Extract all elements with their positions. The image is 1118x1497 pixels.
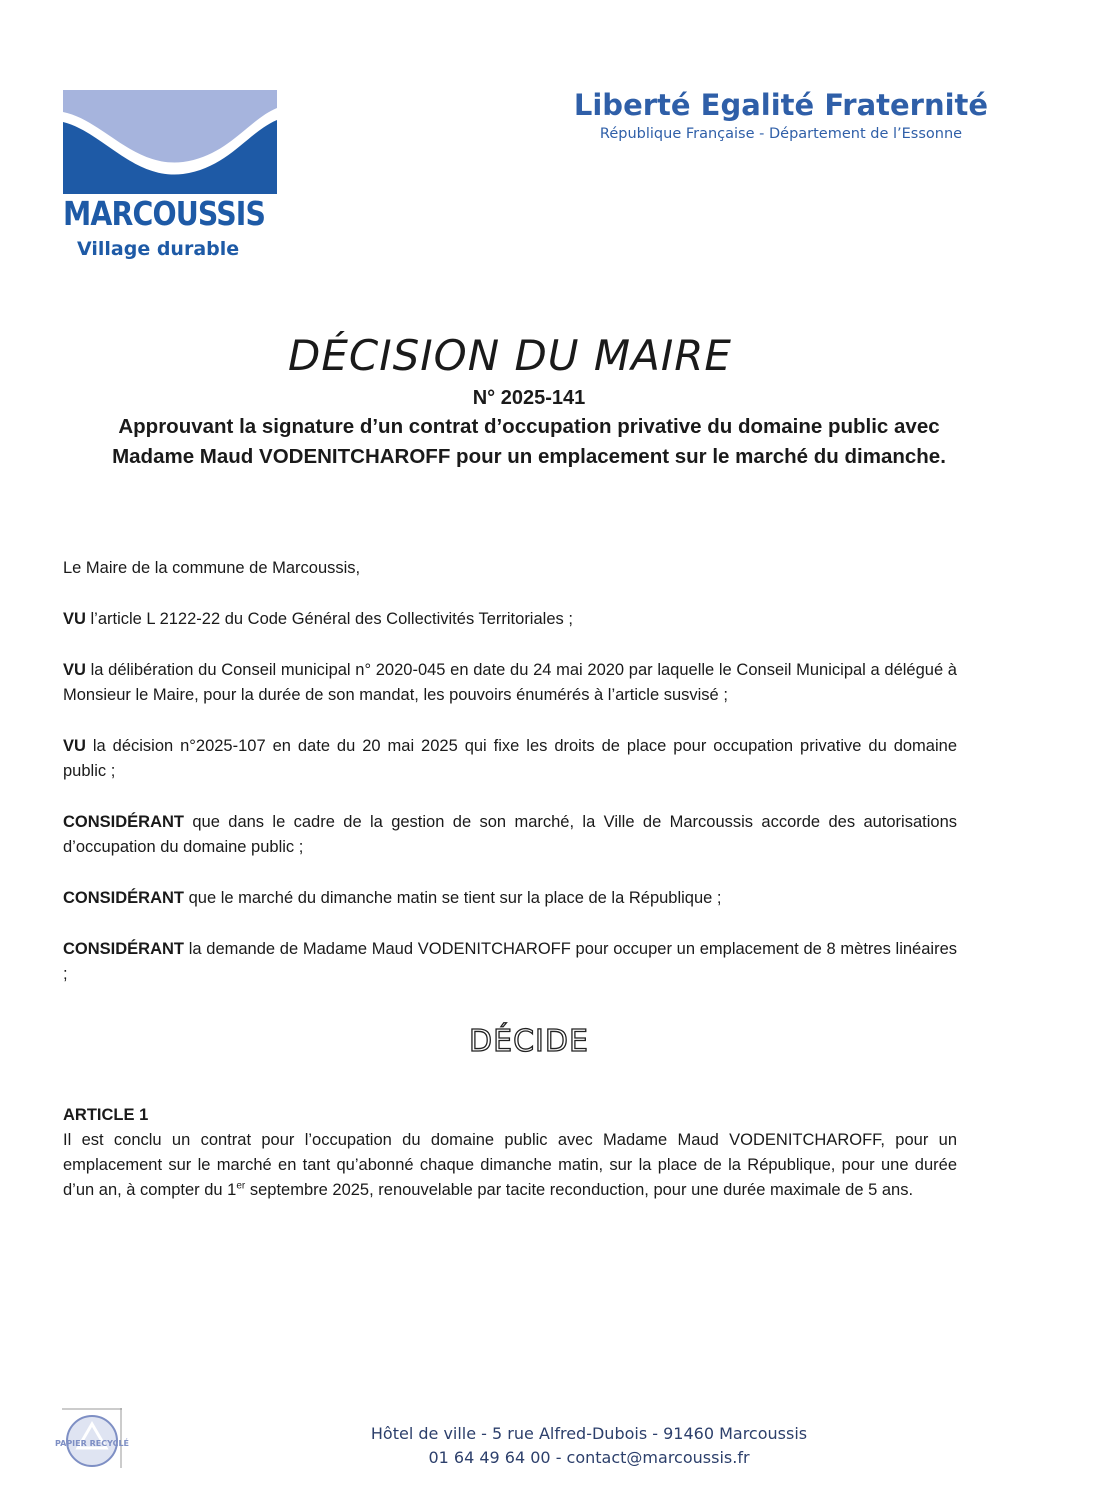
considerant-text: que dans le cadre de la gestion de son marché, la Ville de Marcoussis accorde des autorisations d’occupation du domaine public ; [63,813,957,856]
article-1 [63,1103,957,1203]
decision-number: N° 2025-141 [472,387,586,409]
article-superscript: er [236,1180,246,1192]
vu-label: VU [63,737,86,755]
considerant-label: CONSIDÉRANT [63,889,185,907]
motto-main: Liberté Egalité Fraternité [573,88,989,122]
intro-text: Le Maire de la commune de Marcoussis, [63,559,361,577]
vu-text: l’article L 2122-22 du Code Général des Collectivités Territoriales ; [85,610,573,628]
footer-address: Hôtel de ville - 5 rue Alfred-Dubois - 91460 Marcoussis [370,1424,808,1443]
considerant-paragraph-1 [63,810,957,860]
decide-heading: DÉCIDE [469,1024,589,1059]
considerant-label: CONSIDÉRANT [63,940,185,958]
considerant-text: la demande de Madame Maud VODENITCHAROFF pour occuper un emplacement de 8 mètres linéaires ; [63,940,957,983]
marcoussis-logo [63,90,277,265]
vu-text: la décision n°2025-107 en date du 20 mai 2025 qui fixe les droits de place pour occupation privative du domaine public ; [63,737,957,780]
considerant-label: CONSIDÉRANT [63,813,185,831]
considerant-text: que le marché du dimanche matin se tient sur la place de la République ; [184,889,722,907]
article-text-part-2: septembre 2025, renouvelable par tacite reconduction, pour une durée maximale de 5 ans. [245,1181,914,1199]
logo-name: MARCOUSSIS [63,194,266,233]
footer-contact: 01 64 49 64 00 - contact@marcoussis.fr [428,1448,750,1467]
vu-label: VU [63,661,86,679]
vu-paragraph-3 [63,734,957,784]
article-text-part-1: Il est conclu un contrat pour l’occupation du domaine public avec Madame Maud VODENITCHAROFF, pour un emplacement sur le marché en tant qu’abonné chaque dimanche matin, sur la place de la République, pour une durée d’un an, à compter du 1 [63,1131,957,1199]
decision-subject-line-1: Approuvant la signature d’un contrat d’occupation privative du domaine public avec [118,415,940,438]
vu-label: VU [63,610,86,628]
document-heading [0,330,1058,472]
logo-tagline: Village durable [77,238,240,260]
vu-paragraph-1 [63,607,957,632]
article-text [63,1128,957,1203]
recycle-label: PAPIER RECYCLÉ [54,1439,130,1448]
document-body [63,556,957,1013]
intro-paragraph [63,556,957,581]
logo-wave-icon [63,90,277,194]
document-title: DÉCISION DU MAIRE [288,331,732,380]
motto-sub: République Française - Département de l’Essonne [599,126,963,142]
considerant-paragraph-2 [63,886,957,911]
page-footer [60,1422,1118,1470]
vu-paragraph-2 [63,658,957,708]
article-title: ARTICLE 1 [63,1106,149,1124]
considerant-paragraph-3 [63,937,957,987]
vu-text: la délibération du Conseil municipal n° 2020-045 en date du 24 mai 2020 par laquelle le Conseil Municipal a délégué à Monsieur le Maire, pour la durée de son mandat, les pouvoirs énumérés à l’article susvisé ; [63,661,957,704]
republic-motto [566,86,996,144]
decision-subject-line-2: Madame Maud VODENITCHAROFF pour un emplacement sur le marché du dimanche. [112,445,946,468]
